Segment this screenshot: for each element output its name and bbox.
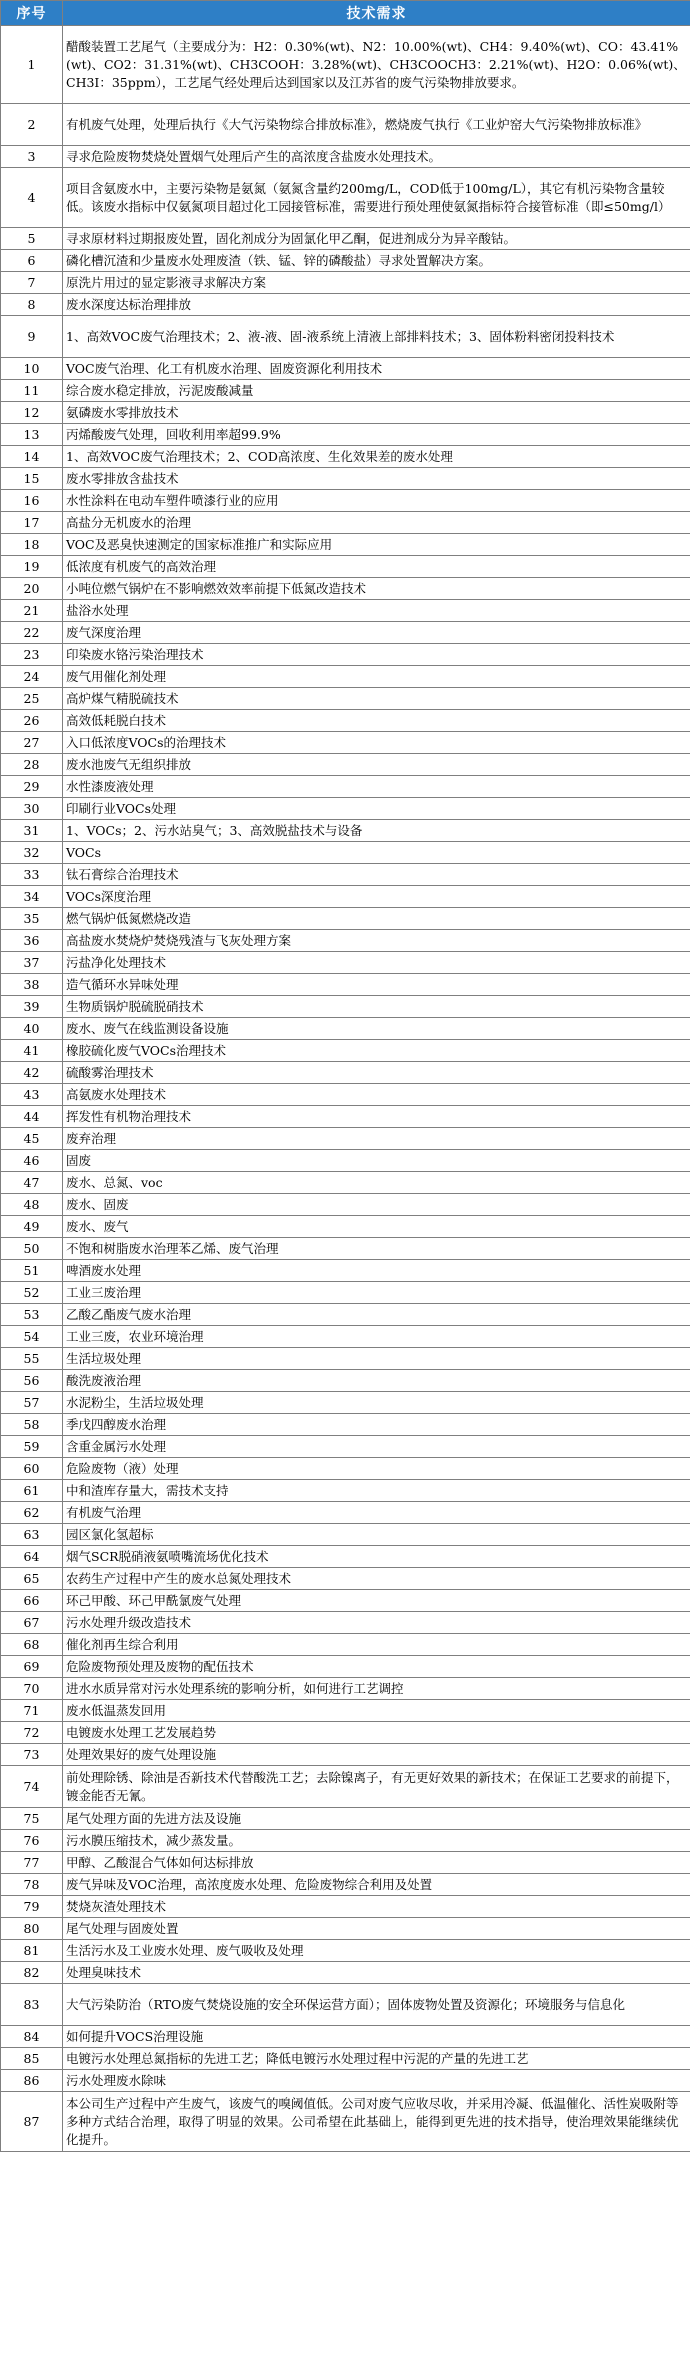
table-row: [1, 842, 690, 864]
table-row: [1, 512, 690, 534]
row-serial-number: 15: [1, 468, 63, 490]
table-row: [1, 1722, 690, 1744]
row-serial-number: 86: [1, 2070, 63, 2092]
row-serial-number: 46: [1, 1150, 63, 1172]
table-row: [1, 1766, 690, 1808]
table-row: [1, 446, 690, 468]
row-tech-requirement: 大气污染防治（RTO废气焚烧设施的安全环保运营方面）；固体废物处置及资源化；环境服务与信息化: [63, 1984, 690, 2026]
row-serial-number: 48: [1, 1194, 63, 1216]
row-tech-requirement: 印刷行业VOCs处理: [63, 798, 690, 820]
table-row: [1, 1480, 690, 1502]
row-tech-requirement: 农药生产过程中产生的废水总氮处理技术: [63, 1568, 690, 1590]
table-row: [1, 1678, 690, 1700]
row-serial-number: 41: [1, 1040, 63, 1062]
row-tech-requirement: 废水低温蒸发回用: [63, 1700, 690, 1722]
row-tech-requirement: 高效低耗脱白技术: [63, 710, 690, 732]
row-serial-number: 21: [1, 600, 63, 622]
table-row: [1, 952, 690, 974]
row-tech-requirement: 废气深度治理: [63, 622, 690, 644]
table-row: [1, 1414, 690, 1436]
row-tech-requirement: 进水水质异常对污水处理系统的影响分析，如何进行工艺调控: [63, 1678, 690, 1700]
row-serial-number: 8: [1, 294, 63, 316]
row-serial-number: 85: [1, 2048, 63, 2070]
row-serial-number: 12: [1, 402, 63, 424]
table-row: [1, 1194, 690, 1216]
table-row: [1, 1458, 690, 1480]
table-row: [1, 1106, 690, 1128]
table-row: [1, 1852, 690, 1874]
row-tech-requirement: 综合废水稳定排放，污泥废酸减量: [63, 380, 690, 402]
row-tech-requirement: 尾气处理与固废处置: [63, 1918, 690, 1940]
table-row: [1, 1018, 690, 1040]
table-row: [1, 776, 690, 798]
row-tech-requirement: 电镀污水处理总氮指标的先进工艺；降低电镀污水处理过程中污泥的产量的先进工艺: [63, 2048, 690, 2070]
row-tech-requirement: 处理臭味技术: [63, 1962, 690, 1984]
row-tech-requirement: 原洗片用过的显定影液寻求解决方案: [63, 272, 690, 294]
row-serial-number: 79: [1, 1896, 63, 1918]
row-serial-number: 20: [1, 578, 63, 600]
row-serial-number: 58: [1, 1414, 63, 1436]
row-serial-number: 76: [1, 1830, 63, 1852]
row-serial-number: 39: [1, 996, 63, 1018]
row-tech-requirement: 工业三废，农业环境治理: [63, 1326, 690, 1348]
table-row: [1, 1940, 690, 1962]
row-tech-requirement: 寻求危险废物焚烧处置烟气处理后产生的高浓度含盐废水处理技术。: [63, 146, 690, 168]
table-row: [1, 380, 690, 402]
table-row: [1, 1962, 690, 1984]
row-serial-number: 54: [1, 1326, 63, 1348]
table-row: [1, 1984, 690, 2026]
row-tech-requirement: 污水处理废水除味: [63, 2070, 690, 2092]
row-tech-requirement: 废水、废气: [63, 1216, 690, 1238]
row-tech-requirement: 燃气锅炉低氮燃烧改造: [63, 908, 690, 930]
row-serial-number: 74: [1, 1766, 63, 1808]
row-serial-number: 3: [1, 146, 63, 168]
table-body: [1, 26, 690, 2152]
row-tech-requirement: 低浓度有机废气的高效治理: [63, 556, 690, 578]
row-tech-requirement: 含重金属污水处理: [63, 1436, 690, 1458]
row-tech-requirement: VOCs深度治理: [63, 886, 690, 908]
row-tech-requirement: 废水零排放含盐技术: [63, 468, 690, 490]
row-tech-requirement: 橡胶硫化废气VOCs治理技术: [63, 1040, 690, 1062]
row-tech-requirement: 氨磷废水零排放技术: [63, 402, 690, 424]
row-tech-requirement: 甲醇、乙酸混合气体如何达标排放: [63, 1852, 690, 1874]
table-row: [1, 534, 690, 556]
row-serial-number: 83: [1, 1984, 63, 2026]
row-serial-number: 60: [1, 1458, 63, 1480]
row-serial-number: 55: [1, 1348, 63, 1370]
row-tech-requirement: 高盐分无机废水的治理: [63, 512, 690, 534]
table-row: [1, 1392, 690, 1414]
table-row: [1, 490, 690, 512]
table-row: [1, 1874, 690, 1896]
table-row: [1, 974, 690, 996]
row-serial-number: 56: [1, 1370, 63, 1392]
row-serial-number: 23: [1, 644, 63, 666]
table-row: [1, 820, 690, 842]
row-serial-number: 40: [1, 1018, 63, 1040]
row-tech-requirement: 硫酸雾治理技术: [63, 1062, 690, 1084]
table-row: [1, 666, 690, 688]
table-row: [1, 996, 690, 1018]
table-row: [1, 2026, 690, 2048]
row-serial-number: 32: [1, 842, 63, 864]
row-serial-number: 65: [1, 1568, 63, 1590]
row-tech-requirement: 危险废物预处理及废物的配伍技术: [63, 1656, 690, 1678]
row-tech-requirement: 钛石膏综合治理技术: [63, 864, 690, 886]
row-serial-number: 24: [1, 666, 63, 688]
row-serial-number: 52: [1, 1282, 63, 1304]
row-tech-requirement: 酸洗废液治理: [63, 1370, 690, 1392]
row-tech-requirement: 废气异味及VOC治理，高浓度废水处理、危险废物综合利用及处置: [63, 1874, 690, 1896]
row-serial-number: 68: [1, 1634, 63, 1656]
table-row: [1, 1326, 690, 1348]
row-tech-requirement: 处理效果好的废气处理设施: [63, 1744, 690, 1766]
table-row: [1, 1612, 690, 1634]
row-serial-number: 80: [1, 1918, 63, 1940]
table-row: [1, 1590, 690, 1612]
table-row: [1, 1040, 690, 1062]
row-tech-requirement: 生活污水及工业废水处理、废气吸收及处理: [63, 1940, 690, 1962]
table-row: [1, 1502, 690, 1524]
table-row: [1, 710, 690, 732]
table-row: [1, 1568, 690, 1590]
row-serial-number: 61: [1, 1480, 63, 1502]
table-row: [1, 1128, 690, 1150]
row-tech-requirement: 有机废气处理，处理后执行《大气污染物综合排放标准》，燃烧废气执行《工业炉窑大气污染物排放标准》: [63, 104, 690, 146]
row-serial-number: 70: [1, 1678, 63, 1700]
row-serial-number: 59: [1, 1436, 63, 1458]
table-row: [1, 168, 690, 228]
row-serial-number: 37: [1, 952, 63, 974]
table-row: [1, 1150, 690, 1172]
row-serial-number: 81: [1, 1940, 63, 1962]
row-serial-number: 67: [1, 1612, 63, 1634]
table-row: [1, 1634, 690, 1656]
row-serial-number: 57: [1, 1392, 63, 1414]
table-row: [1, 1062, 690, 1084]
row-tech-requirement: 园区氯化氢超标: [63, 1524, 690, 1546]
table-row: [1, 146, 690, 168]
row-serial-number: 29: [1, 776, 63, 798]
table-row: [1, 1238, 690, 1260]
row-tech-requirement: 1、高效VOC废气治理技术；2、液-液、固-液系统上清液上部排料技术；3、固体粉料密闭投料技术: [63, 316, 690, 358]
row-tech-requirement: 环己甲酸、环己甲酰氯废气处理: [63, 1590, 690, 1612]
row-tech-requirement: 中和渣库存量大，需技术支持: [63, 1480, 690, 1502]
row-tech-requirement: 废水、固废: [63, 1194, 690, 1216]
row-serial-number: 28: [1, 754, 63, 776]
row-tech-requirement: 入口低浓度VOCs的治理技术: [63, 732, 690, 754]
row-tech-requirement: 危险废物（液）处理: [63, 1458, 690, 1480]
table-row: [1, 1744, 690, 1766]
row-serial-number: 45: [1, 1128, 63, 1150]
row-serial-number: 14: [1, 446, 63, 468]
table-row: [1, 1084, 690, 1106]
row-tech-requirement: 不饱和树脂废水治理苯乙烯、废气治理: [63, 1238, 690, 1260]
row-serial-number: 53: [1, 1304, 63, 1326]
row-serial-number: 25: [1, 688, 63, 710]
table-row: [1, 930, 690, 952]
row-tech-requirement: 废气用催化剂处理: [63, 666, 690, 688]
header-serial-number: 序号: [1, 1, 63, 26]
table-row: [1, 622, 690, 644]
table-row: [1, 358, 690, 380]
row-tech-requirement: 印染废水铬污染治理技术: [63, 644, 690, 666]
row-serial-number: 51: [1, 1260, 63, 1282]
row-serial-number: 69: [1, 1656, 63, 1678]
table-row: [1, 1260, 690, 1282]
row-serial-number: 34: [1, 886, 63, 908]
row-tech-requirement: 水性漆废液处理: [63, 776, 690, 798]
row-serial-number: 43: [1, 1084, 63, 1106]
table-row: [1, 316, 690, 358]
table-row: [1, 688, 690, 710]
row-tech-requirement: 水泥粉尘，生活垃圾处理: [63, 1392, 690, 1414]
row-serial-number: 11: [1, 380, 63, 402]
row-serial-number: 6: [1, 250, 63, 272]
row-serial-number: 71: [1, 1700, 63, 1722]
row-serial-number: 16: [1, 490, 63, 512]
row-tech-requirement: 如何提升VOCS治理设施: [63, 2026, 690, 2048]
row-tech-requirement: 啤酒废水处理: [63, 1260, 690, 1282]
row-serial-number: 73: [1, 1744, 63, 1766]
table-row: [1, 886, 690, 908]
row-serial-number: 84: [1, 2026, 63, 2048]
row-tech-requirement: 废水、总氮、voc: [63, 1172, 690, 1194]
table-row: [1, 1216, 690, 1238]
row-serial-number: 30: [1, 798, 63, 820]
table-row: [1, 402, 690, 424]
header-tech-requirement: 技术需求: [63, 1, 690, 26]
row-tech-requirement: 烟气SCR脱硝液氨喷嘴流场优化技术: [63, 1546, 690, 1568]
row-serial-number: 63: [1, 1524, 63, 1546]
row-serial-number: 47: [1, 1172, 63, 1194]
row-tech-requirement: 有机废气治理: [63, 1502, 690, 1524]
row-tech-requirement: 催化剂再生综合利用: [63, 1634, 690, 1656]
table-row: [1, 1524, 690, 1546]
table-row: [1, 2048, 690, 2070]
table-row: [1, 1656, 690, 1678]
row-serial-number: 35: [1, 908, 63, 930]
row-tech-requirement: 尾气处理方面的先进方法及设施: [63, 1808, 690, 1830]
row-tech-requirement: 磷化槽沉渣和少量废水处理废渣（铁、锰、锌的磷酸盐）寻求处置解决方案。: [63, 250, 690, 272]
row-tech-requirement: 工业三废治理: [63, 1282, 690, 1304]
row-tech-requirement: 醋酸装置工艺尾气（主要成分为：H2：0.30%(wt)、N2：10.00%(wt)、CH4：9.40%(wt)、CO：43.41%(wt)、CO2：31.31%(wt)、CH3COOH：3.28%(wt)、CH3COOCH3：2.21%(wt)、H2O：0.06%(wt)、CH3I：35ppm），工艺尾气经处理后达到国家以及江苏省的废气污染物排放要求。: [63, 26, 690, 104]
table-row: [1, 1918, 690, 1940]
row-serial-number: 87: [1, 2092, 63, 2152]
row-serial-number: 72: [1, 1722, 63, 1744]
row-serial-number: 31: [1, 820, 63, 842]
table-row: [1, 798, 690, 820]
table-row: [1, 908, 690, 930]
table-row: [1, 1282, 690, 1304]
row-serial-number: 77: [1, 1852, 63, 1874]
row-tech-requirement: 焚烧灰渣处理技术: [63, 1896, 690, 1918]
row-tech-requirement: 高氨废水处理技术: [63, 1084, 690, 1106]
row-tech-requirement: 污水膜压缩技术，减少蒸发量。: [63, 1830, 690, 1852]
table-row: [1, 1304, 690, 1326]
row-serial-number: 2: [1, 104, 63, 146]
row-serial-number: 33: [1, 864, 63, 886]
row-serial-number: 44: [1, 1106, 63, 1128]
row-tech-requirement: 项目含氨废水中，主要污染物是氨氮（氨氮含量约200mg/L，COD低于100mg/L），其它有机污染物含量较低。该废水指标中仅氨氮项目超过化工园接管标准，需要进行预处理使氨氮指标符合接管标准（即≤50mg/l）: [63, 168, 690, 228]
row-tech-requirement: 废弃治理: [63, 1128, 690, 1150]
table-row: [1, 2070, 690, 2092]
row-tech-requirement: 季戊四醇废水治理: [63, 1414, 690, 1436]
row-serial-number: 50: [1, 1238, 63, 1260]
row-tech-requirement: 废水深度达标治理排放: [63, 294, 690, 316]
row-tech-requirement: 高盐废水焚烧炉焚烧残渣与飞灰处理方案: [63, 930, 690, 952]
row-serial-number: 82: [1, 1962, 63, 1984]
table-row: [1, 228, 690, 250]
row-serial-number: 62: [1, 1502, 63, 1524]
row-tech-requirement: 生物质锅炉脱硫脱硝技术: [63, 996, 690, 1018]
row-tech-requirement: 高炉煤气精脱硫技术: [63, 688, 690, 710]
row-tech-requirement: VOCs: [63, 842, 690, 864]
table-row: [1, 754, 690, 776]
row-serial-number: 4: [1, 168, 63, 228]
row-serial-number: 17: [1, 512, 63, 534]
table-row: [1, 1896, 690, 1918]
table-row: [1, 1348, 690, 1370]
row-tech-requirement: 挥发性有机物治理技术: [63, 1106, 690, 1128]
row-tech-requirement: 本公司生产过程中产生废气，该废气的嗅阈值低。公司对废气应收尽收，并采用冷凝、低温催化、活性炭吸附等多种方式结合治理，取得了明显的效果。公司希望在此基础上，能得到更先进的技术指导，使治理效果能继续优化提升。: [63, 2092, 690, 2152]
table-row: [1, 1830, 690, 1852]
row-serial-number: 64: [1, 1546, 63, 1568]
table-row: [1, 424, 690, 446]
row-serial-number: 38: [1, 974, 63, 996]
row-tech-requirement: 废水、废气在线监测设备设施: [63, 1018, 690, 1040]
row-serial-number: 7: [1, 272, 63, 294]
table-row: [1, 294, 690, 316]
row-tech-requirement: 生活垃圾处理: [63, 1348, 690, 1370]
table-row: [1, 1808, 690, 1830]
table-row: [1, 732, 690, 754]
table-row: [1, 1546, 690, 1568]
table-row: [1, 600, 690, 622]
table-row: [1, 250, 690, 272]
row-serial-number: 36: [1, 930, 63, 952]
table-row: [1, 468, 690, 490]
row-tech-requirement: 丙烯酸废气处理，回收利用率超99.9%: [63, 424, 690, 446]
row-tech-requirement: VOC及恶臭快速测定的国家标准推广和实际应用: [63, 534, 690, 556]
row-serial-number: 75: [1, 1808, 63, 1830]
row-serial-number: 19: [1, 556, 63, 578]
row-tech-requirement: 乙酸乙酯废气废水治理: [63, 1304, 690, 1326]
row-tech-requirement: 造气循环水异味处理: [63, 974, 690, 996]
table-row: [1, 1172, 690, 1194]
table-row: [1, 644, 690, 666]
row-serial-number: 10: [1, 358, 63, 380]
table-row: [1, 864, 690, 886]
table-row: [1, 2092, 690, 2152]
table-row: [1, 556, 690, 578]
row-serial-number: 26: [1, 710, 63, 732]
table-row: [1, 104, 690, 146]
table-row: [1, 1370, 690, 1392]
table-row: [1, 578, 690, 600]
row-serial-number: 9: [1, 316, 63, 358]
row-serial-number: 49: [1, 1216, 63, 1238]
row-tech-requirement: 小吨位燃气锅炉在不影响燃效效率前提下低氮改造技术: [63, 578, 690, 600]
row-serial-number: 1: [1, 26, 63, 104]
row-serial-number: 66: [1, 1590, 63, 1612]
row-tech-requirement: 固废: [63, 1150, 690, 1172]
table-row: [1, 1436, 690, 1458]
table-row: [1, 1700, 690, 1722]
row-serial-number: 13: [1, 424, 63, 446]
table-row: [1, 272, 690, 294]
row-tech-requirement: 电镀废水处理工艺发展趋势: [63, 1722, 690, 1744]
row-tech-requirement: 污水处理升级改造技术: [63, 1612, 690, 1634]
row-serial-number: 22: [1, 622, 63, 644]
row-serial-number: 78: [1, 1874, 63, 1896]
row-serial-number: 5: [1, 228, 63, 250]
row-tech-requirement: 1、高效VOC废气治理技术；2、COD高浓度、生化效果差的废水处理: [63, 446, 690, 468]
row-tech-requirement: 污盐净化处理技术: [63, 952, 690, 974]
row-tech-requirement: 前处理除锈、除油是否新技术代替酸洗工艺；去除镍离子，有无更好效果的新技术；在保证工艺要求的前提下，镀金能否无氰。: [63, 1766, 690, 1808]
table-row: [1, 26, 690, 104]
row-tech-requirement: 1、VOCs；2、污水站臭气；3、高效脱盐技术与设备: [63, 820, 690, 842]
row-serial-number: 42: [1, 1062, 63, 1084]
row-serial-number: 18: [1, 534, 63, 556]
row-tech-requirement: VOC废气治理、化工有机废水治理、固废资源化利用技术: [63, 358, 690, 380]
row-tech-requirement: 盐浴水处理: [63, 600, 690, 622]
row-tech-requirement: 废水池废气无组织排放: [63, 754, 690, 776]
row-tech-requirement: 寻求原材料过期报废处置，固化剂成分为固氯化甲乙酮，促进剂成分为异辛酸钴。: [63, 228, 690, 250]
row-tech-requirement: 水性涂料在电动车塑件喷漆行业的应用: [63, 490, 690, 512]
table-header-row: [1, 1, 690, 26]
row-serial-number: 27: [1, 732, 63, 754]
